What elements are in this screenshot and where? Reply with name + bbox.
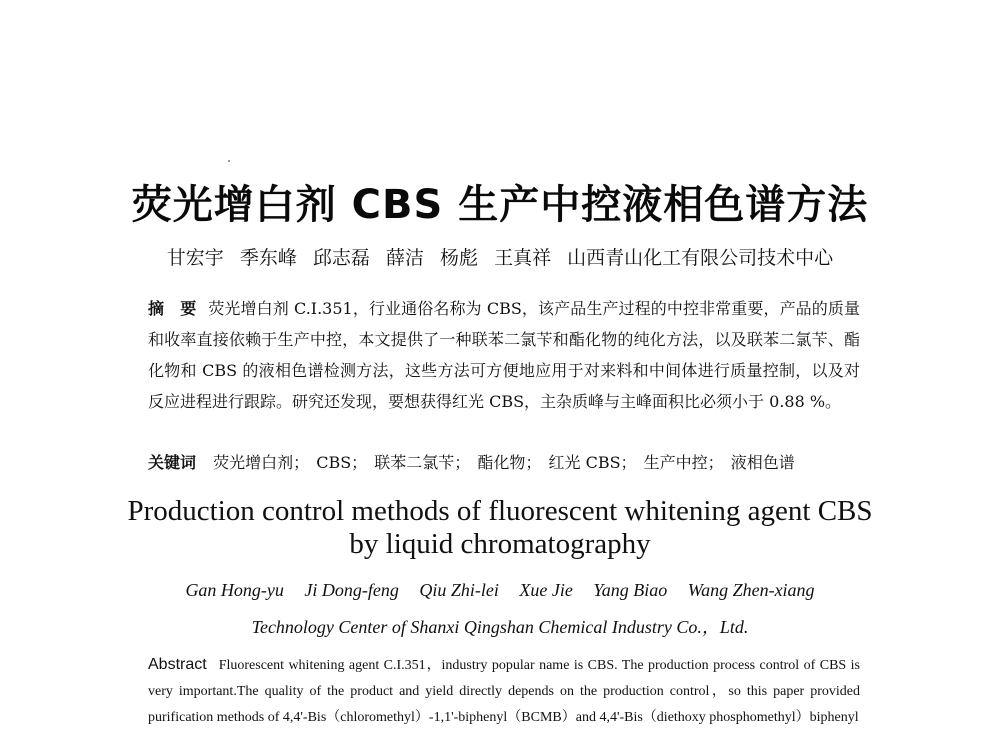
scan-speck <box>228 160 230 162</box>
chinese-abstract-text: 荧光增白剂 C.I.351，行业通俗名称为 CBS，该产品生产过程的中控非常重要，产品的质量和收率直接依赖于生产中控，本文提供了一种联苯二氯苄和酯化物的纯化方法，以及联苯二氯苄、酯化物和 CBS 的液相色谱检测方法，这些方法可方便地应用于对来料和中间体进行质量控制，以及对反应进程进行跟踪。研究还发现，要想获得红光 CBS，主杂质峰与主峰面积比必须小于 0.88 %。 <box>148 299 860 411</box>
chinese-affiliation: 山西青山化工有限公司技术中心 <box>567 247 834 269</box>
keyword: 荧光增白剂； <box>213 453 310 472</box>
english-abstract <box>148 652 860 731</box>
chinese-title: 荧光增白剂 CBS 生产中控液相色谱方法 <box>131 182 869 228</box>
chinese-abstract-label: 摘 要 <box>148 299 197 318</box>
author-name: 季东峰 <box>239 247 297 269</box>
author-name: 甘宏宇 <box>166 247 224 269</box>
keywords-label: 关键词 <box>148 453 197 472</box>
english-abstract-text: Fluorescent whitening agent C.I.351，industry popular name is CBS. The production process control of CBS is very important.The quality of the product and yield directly depends on the production control，so this paper provided purification methods of 4,4'-Bis（chloromethyl）-1,1'-biphenyl（BCMB）and 4,4'-Bis（diethoxy phosphomethyl）biphenyl <box>148 658 860 725</box>
chinese-abstract <box>148 293 860 417</box>
author-name: Gan Hong-yu <box>185 580 284 600</box>
english-abstract-label: Abstract <box>148 656 207 673</box>
english-title-line: by liquid chromatography <box>349 528 651 560</box>
english-title-line: Production control methods of fluorescent whitening agent CBS <box>127 495 873 527</box>
chinese-keywords <box>148 450 860 476</box>
english-authors <box>0 580 1000 601</box>
keyword: CBS； <box>316 453 368 472</box>
author-name: 杨彪 <box>440 247 479 269</box>
author-name: Ji Dong-feng <box>304 580 399 600</box>
author-name: Wang Zhen-xiang <box>687 580 815 600</box>
keyword: 红光 CBS； <box>548 453 637 472</box>
keyword: 生产中控； <box>643 453 724 472</box>
author-name: 邱志磊 <box>312 247 370 269</box>
author-name: Xue Jie <box>519 580 573 600</box>
author-name: Yang Biao <box>593 580 668 600</box>
author-name: 王真祥 <box>494 247 552 269</box>
english-affiliation: Technology Center of Shanxi Qingshan Chemical Industry Co.，Ltd. <box>251 617 749 637</box>
chinese-authors <box>0 243 1000 270</box>
english-title <box>0 495 1000 561</box>
keyword: 酯化物； <box>477 453 542 472</box>
keyword: 联苯二氯苄； <box>374 453 471 472</box>
author-name: Qiu Zhi-lei <box>419 580 499 600</box>
author-name: 薛洁 <box>385 247 424 269</box>
keyword: 液相色谱 <box>730 453 795 472</box>
